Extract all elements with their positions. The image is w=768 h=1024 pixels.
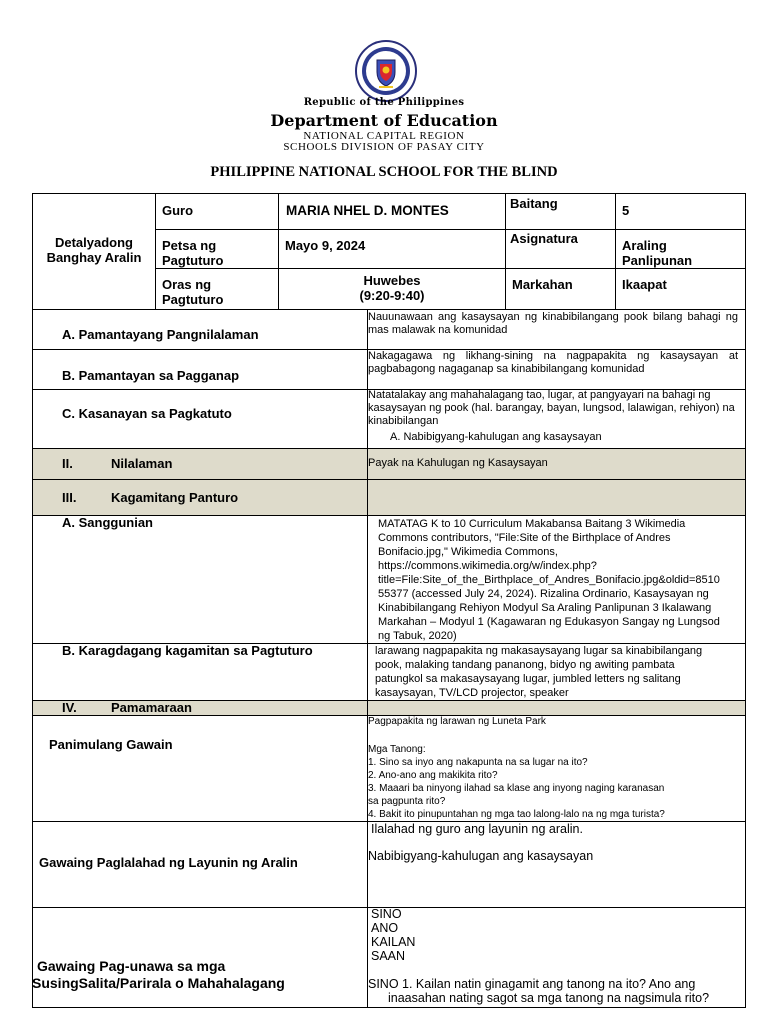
oras-label: Oras ng Pagtuturo — [162, 277, 224, 307]
guro-value: MARIA NHEL D. MONTES — [286, 203, 449, 218]
guro-label: Guro — [162, 203, 194, 218]
nilalaman-number: II. — [62, 456, 73, 471]
petsa-label: Petsa ng Pagtuturo — [162, 238, 224, 268]
karagdagang-line: larawang nagpapakita ng makasaysayang lugar sa kinabibilangang — [375, 645, 703, 657]
oras-time: (9:20-9:40) — [359, 288, 425, 303]
panimula-line: 2. Ano-ano ang makikita rito? — [368, 770, 498, 781]
sanggunian-line: title=File:Site_of_the_Birthplace_of_Andres_Bonifacio.jpg&oldid=8510 — [378, 574, 720, 586]
pamantayang-pangnilalaman-text: Nauunawaan ang kasaysayan ng kinabibilangang pook bilang bahagi ng mas malawak na komunidad — [368, 311, 738, 336]
pamantayan-sa-pagganap-text: Nakagagawa ng likhang-sining na nagpapakita ng kasaysayan at pagbabagong nagaganap sa kinabibilangang komunidad — [368, 350, 738, 375]
pamantayan-sa-pagganap-label: B. Pamantayan sa Pagganap — [62, 368, 240, 383]
sanggunian-line: MATATAG K to 10 Curriculum Makabansa Baitang 3 Wikimedia — [378, 518, 686, 530]
karagdagang-line: kasaysayan, TV/LCD projector, speaker — [375, 687, 569, 699]
panimula-line: 3. Maaari ba ninyong ilahad sa klase ang inyong naging karanasan — [368, 783, 665, 794]
markahan-label: Markahan — [512, 277, 573, 292]
sanggunian-line: Markahan – Modyul 1 (Kagawaran ng Edukasyon Sangay ng Lungsod — [378, 616, 720, 628]
paglalahad-line-1: Ilalahad ng guro ang layunin ng aralin. — [371, 822, 583, 836]
kasanayan-label: C. Kasanayan sa Pagkatuto — [62, 406, 232, 421]
region-line: NATIONAL CAPITAL REGION — [303, 130, 465, 142]
markahan-value: Ikaapat — [622, 277, 667, 292]
key-word: SINO — [371, 907, 402, 921]
kagamitan-number: III. — [62, 490, 77, 505]
asignatura-value: Araling Panlipunan — [622, 238, 693, 268]
sanggunian-line: 55377 (accessed July 24, 2024). Rizalina Ordinario, Kasaysayan ng — [378, 588, 709, 600]
pag-unawa-question-line-1: SINO 1. Kailan natin ginagamit ang tanong na ito? Ano ang — [368, 977, 696, 991]
sanggunian-line: Commons contributors, "File:Site of the Birthplace of Andres — [378, 532, 671, 544]
baitang-value: 5 — [622, 203, 630, 218]
panimula-line: 1. Sino sa inyo ang nakapunta na sa lugar na ito? — [368, 757, 588, 768]
pag-unawa-label-line-2: SusingSalita/Parirala o Mahahalagang — [32, 975, 285, 991]
panimulang-gawain-label: Panimulang Gawain — [49, 737, 173, 752]
paglalahad-line-2: Nabibigyang-kahulugan ang kasaysayan — [368, 849, 594, 863]
key-word: SAAN — [371, 949, 406, 963]
pamamaraan-label: Pamamaraan — [111, 700, 192, 715]
baitang-label: Baitang — [510, 196, 558, 211]
sanggunian-label: A. Sanggunian — [62, 515, 153, 530]
pamantayang-pangnilalaman-label: A. Pamantayang Pangnilalaman — [62, 327, 259, 342]
sanggunian-line: Kinabibilangang Rehiyon Modyul Sa Araling Panlipunan 3 Ikalawang — [378, 602, 712, 614]
school-name: PHILIPPINE NATIONAL SCHOOL FOR THE BLIND — [210, 164, 558, 180]
kasanayan-text: Natatalakay ang mahahalagang tao, lugar, at pangyayari na bahagi ng kasaysayan ng pook (hal. barangay, bayan, lungsod, lalawigan, rehiyon) na kinabibilangan — [368, 389, 735, 427]
pag-unawa-label-line-1: Gawaing Pag-unawa sa mga — [37, 958, 226, 974]
karagdagang-line: pook, malaking tandang pananong, bidyo ng awiting pambata — [375, 659, 675, 671]
document-type-label: Detalyadong Banghay Aralin — [46, 235, 142, 265]
nilalaman-label: Nilalaman — [111, 456, 173, 471]
sanggunian-line: ng Tabuk, 2020) — [378, 630, 457, 642]
paglalahad-label: Gawaing Paglalahad ng Layunin ng Aralin — [39, 855, 298, 870]
pag-unawa-question-line-2: inaasahan nating sagot sa mga tanong na nagsimula rito? — [388, 991, 710, 1005]
panimula-line: sa pagpunta rito? — [368, 796, 446, 807]
division-line: SCHOOLS DIVISION OF PASAY CITY — [283, 141, 485, 153]
republic-line: Republic of the Philippines — [303, 97, 465, 108]
panimula-line: 4. Bakit ito pinupuntahan ng mga tao lalong-lalo na ng mga turista? — [368, 809, 665, 820]
kagamitan-label: Kagamitang Panturo — [111, 490, 239, 505]
department-title: Department of Education — [270, 111, 498, 130]
nilalaman-text: Payak na Kahulugan ng Kasaysayan — [368, 457, 548, 469]
panimula-line: Mga Tanong: — [368, 744, 426, 755]
key-word: KAILAN — [371, 935, 416, 949]
karagdagang-line: patungkol sa makasaysayang lugar, jumbled letters ng salitang — [375, 673, 681, 685]
deped-seal-logo — [355, 40, 417, 102]
panimula-line: Pagpapakita ng larawan ng Luneta Park — [368, 716, 546, 727]
pamamaraan-number: IV. — [62, 700, 77, 715]
sanggunian-line: https://commons.wikimedia.org/w/index.php? — [378, 560, 597, 572]
karagdagang-kagamitan-label: B. Karagdagang kagamitan sa Pagtuturo — [62, 643, 313, 658]
key-word: ANO — [371, 921, 399, 935]
petsa-value: Mayo 9, 2024 — [285, 238, 366, 253]
oras-day: Huwebes — [363, 273, 421, 288]
sanggunian-line: Bonifacio.jpg," Wikimedia Commons, — [378, 546, 558, 558]
kasanayan-sub-objective: A. Nabibigyang-kahulugan ang kasaysayan — [390, 431, 602, 443]
asignatura-label: Asignatura — [510, 231, 578, 246]
